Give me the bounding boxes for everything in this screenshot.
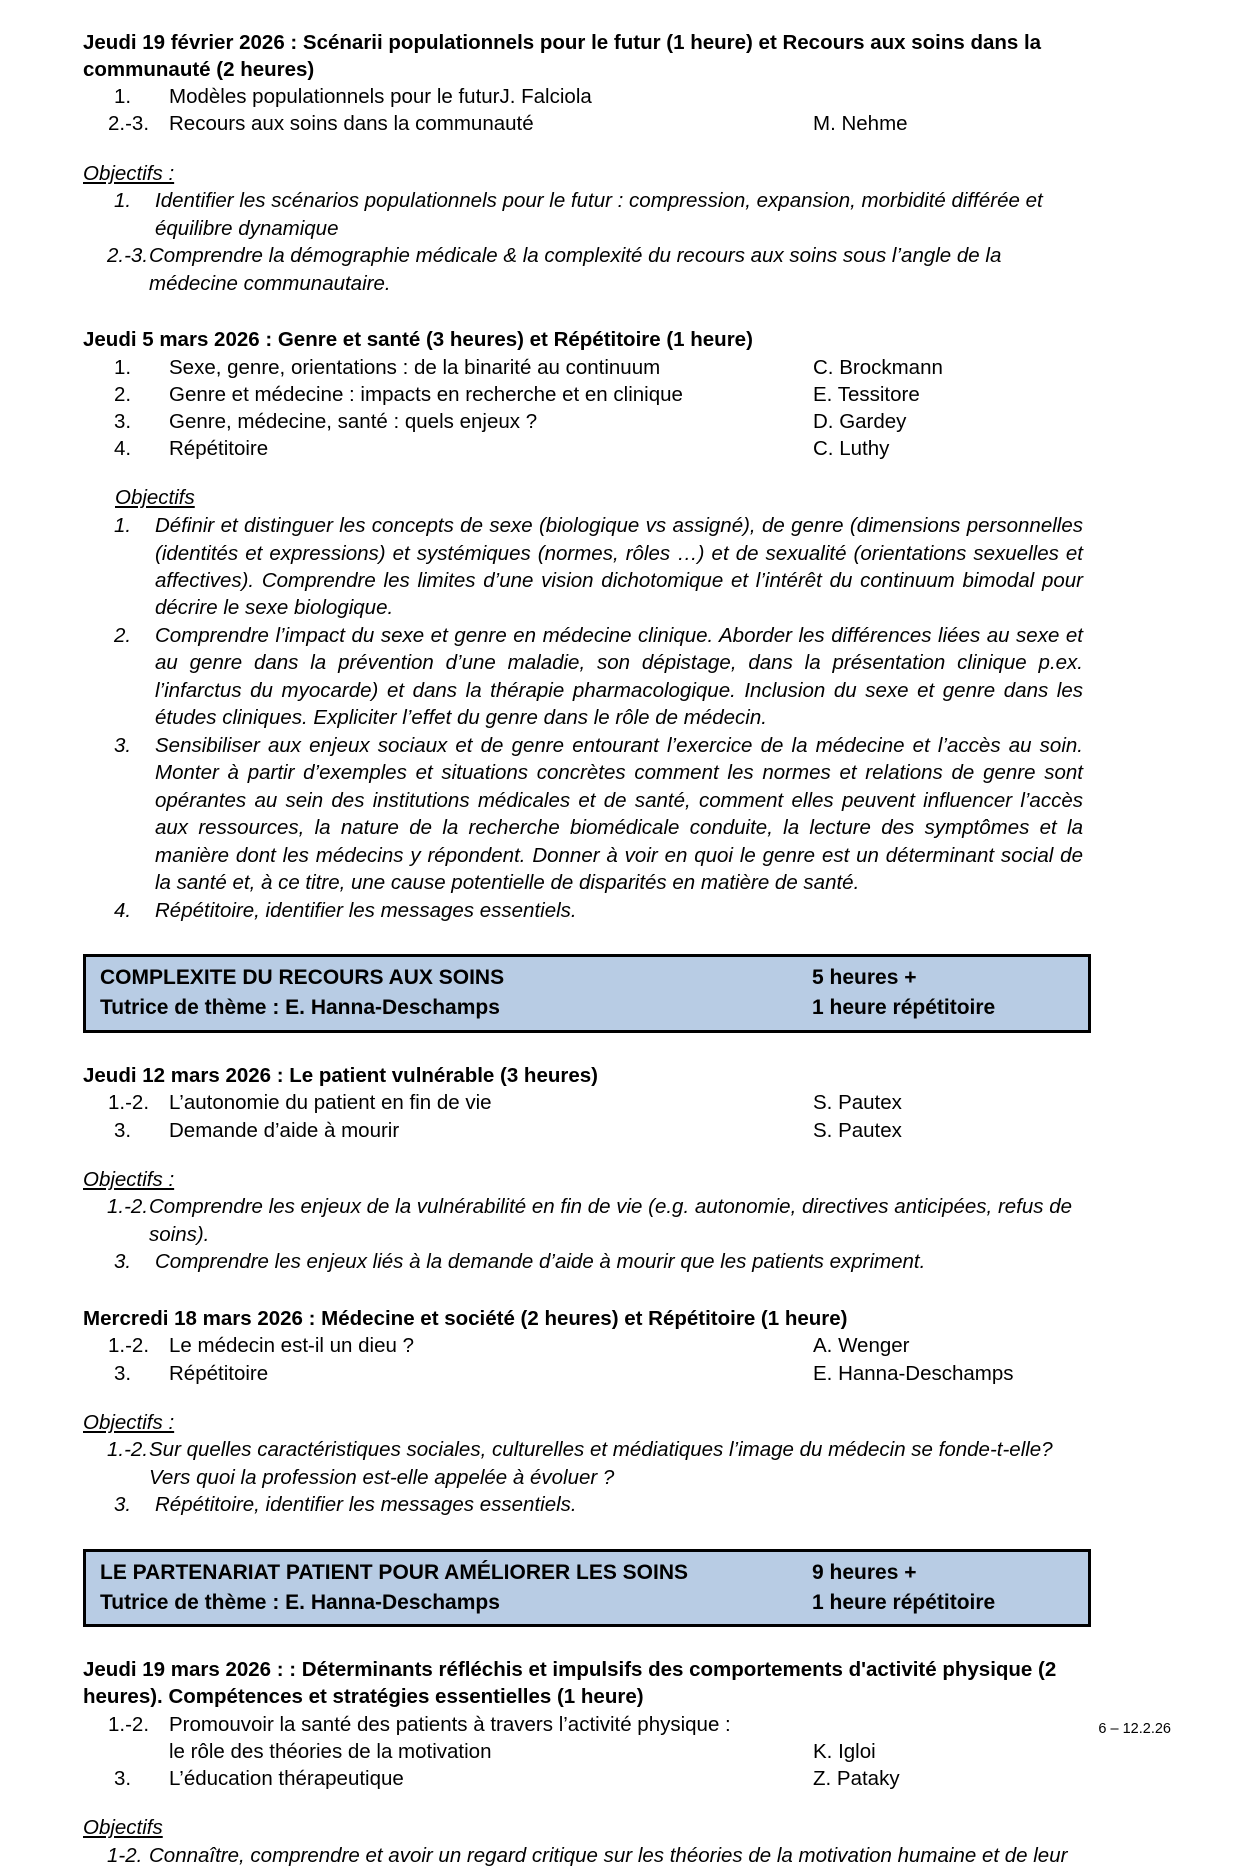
objective-row xyxy=(83,1842,1083,1869)
lecture-list xyxy=(83,1089,1083,1143)
objective-text: Comprendre l’impact du sexe et genre en médecine clinique. Aborder les différences liées au sexe et au genre dans la prévention d’une maladie, son dépistage, dans la présentation clinique p.ex. l’infarctus du myocarde) et dans la thérapie pharmacologique. Inclusion du sexe et genre dans les études cliniques. Expliciter l’effet du genre dans le rôle de médecin. xyxy=(155,623,1083,730)
objective-text: Identifier les scénarios populationnels pour le futur : compression, expansion, morbidité différée et équilibre dynamique xyxy=(155,189,1043,240)
lecture-subject: L’autonomie du patient en fin de vie xyxy=(169,1091,492,1115)
session-block-mars19 xyxy=(83,1657,1083,1869)
objective-number: 1-2. xyxy=(107,1843,143,1867)
lecture-number: 2. xyxy=(114,382,132,406)
theme-tutor: Tutrice de thème : E. Hanna-Deschamps xyxy=(100,995,500,1019)
lecture-row xyxy=(83,1117,1083,1144)
lecture-speaker: S. Pautex xyxy=(813,1118,902,1142)
theme-hours: 9 heures + xyxy=(812,1560,917,1584)
lecture-row xyxy=(83,435,1083,462)
lecture-speaker: E. Tessitore xyxy=(813,382,920,406)
objective-number: 3. xyxy=(114,733,132,757)
objective-text: Comprendre la démographie médicale & la complexité du recours aux soins sous l’angle de la médecine communautaire. xyxy=(149,244,1002,295)
lecture-speaker: A. Wenger xyxy=(813,1334,910,1358)
page-content xyxy=(83,30,1083,1869)
objective-row xyxy=(83,187,1083,242)
lecture-speaker: K. Igloi xyxy=(813,1739,876,1763)
objective-row xyxy=(83,242,1083,297)
lecture-number: 3. xyxy=(114,410,132,434)
lecture-number: 1.-2. xyxy=(108,1334,150,1358)
lecture-row xyxy=(83,1360,1083,1387)
objective-number: 3. xyxy=(114,1493,132,1517)
lecture-speaker: S. Pautex xyxy=(813,1091,902,1115)
objectives-heading: Objectifs : xyxy=(83,161,175,185)
session-block-mars5 xyxy=(83,327,1083,924)
objective-row xyxy=(83,1436,1083,1491)
lecture-number: 2.-3. xyxy=(108,112,150,136)
theme-title: LE PARTENARIAT PATIENT POUR AMÉLIORER LES SOINS xyxy=(100,1560,689,1584)
objective-number: 3. xyxy=(114,1250,132,1274)
lecture-speaker: D. Gardey xyxy=(813,410,907,434)
objective-text: Sensibiliser aux enjeux sociaux et de genre entourant l’exercice de la médecine et l’accès au soin. Monter à partir d’exemples et situations concrètes comment les normes et relations de genre sont opérantes au sein des institutions médicales et de santé, comment elles peuvent influencer l’accès aux ressources, la nature de la recherche biomédicale conduite, la lecture des symptômes et la manière dont les médecins y répondent. Donner à voir en quoi le genre est un déterminant social de la santé et, à ce titre, une cause potentielle de disparités en matière de santé. xyxy=(155,733,1083,895)
lecture-number: 1.-2. xyxy=(108,1712,150,1736)
theme-hours-repetitoire: 1 heure répétitoire xyxy=(812,995,996,1019)
objectives-heading: Objectifs : xyxy=(83,1167,175,1191)
session-title: Mercredi 18 mars 2026 : Médecine et société (2 heures) et Répétitoire (1 heure) xyxy=(83,1306,848,1330)
objective-text: Comprendre les enjeux liés à la demande d’aide à mourir que les patients expriment. xyxy=(155,1250,926,1274)
lecture-subject: Répétitoire xyxy=(169,437,269,461)
objective-row xyxy=(83,732,1083,897)
objective-text: Définir et distinguer les concepts de sexe (biologique vs assigné), de genre (dimensions personnelles (identités et expressions) et systémiques (normes, rôles …) et de sexualité (orientations sexuelles et affectives). Comprendre les limites d’une vision dichotomique et l’intérêt du continuum bimodal pour décrire le sexe biologique. xyxy=(155,514,1083,620)
objective-text: Sur quelles caractéristiques sociales, culturelles et médiatiques l’image du médecin se fonde-t-elle? Vers quoi la profession est-elle appelée à évoluer ? xyxy=(149,1438,1053,1489)
lecture-number: 1. xyxy=(114,85,132,109)
lecture-speaker: C. Luthy xyxy=(813,437,890,461)
theme-banner-complexite xyxy=(83,954,1091,1033)
lecture-number: 3. xyxy=(114,1361,132,1385)
lecture-number: 3. xyxy=(114,1767,132,1791)
lecture-subject: Le médecin est-il un dieu ? xyxy=(169,1334,415,1358)
objective-number: 1.-2. xyxy=(107,1195,149,1219)
lecture-speaker: Z. Pataky xyxy=(813,1767,900,1791)
objectives-heading: Objectifs : xyxy=(83,1410,175,1434)
theme-title: COMPLEXITE DU RECOURS AUX SOINS xyxy=(100,966,505,990)
objective-text: Connaître, comprendre et avoir un regard critique sur les théories de la motivation humaine et de leur xyxy=(149,1843,1068,1867)
lecture-speaker: E. Hanna-Deschamps xyxy=(813,1361,1014,1385)
objective-number: 1.-2. xyxy=(107,1438,149,1462)
lecture-row xyxy=(83,1332,1083,1359)
lecture-list xyxy=(83,1332,1083,1386)
objective-row xyxy=(83,512,1083,622)
lecture-row xyxy=(83,408,1083,435)
objective-number: 4. xyxy=(114,898,132,922)
theme-banner-partenariat xyxy=(83,1549,1091,1628)
page-footer: 6 – 12.2.26 xyxy=(1098,1720,1171,1737)
lecture-row xyxy=(83,381,1083,408)
session-block-fevrier19 xyxy=(83,30,1083,297)
lecture-row xyxy=(83,1765,1083,1792)
session-title: Jeudi 12 mars 2026 : Le patient vulnérable (3 heures) xyxy=(83,1063,598,1087)
objective-number: 1. xyxy=(114,189,132,213)
theme-hours-repetitoire: 1 heure répétitoire xyxy=(812,1590,996,1614)
session-title: Jeudi 19 février 2026 : Scénarii populationnels pour le futur (1 heure) et Recours aux soins dans la communauté (2 heures) xyxy=(83,31,1042,81)
lecture-subject: le rôle des théories de la motivation xyxy=(169,1739,492,1763)
objective-row xyxy=(83,897,1083,924)
lecture-list xyxy=(83,83,1083,137)
objective-row xyxy=(83,1491,1083,1518)
lecture-row xyxy=(83,83,1083,110)
lecture-subject: Sexe, genre, orientations : de la binarité au continuum xyxy=(169,355,661,379)
lecture-row xyxy=(83,1711,1083,1738)
lecture-row xyxy=(83,110,1083,137)
lecture-row xyxy=(83,1089,1083,1116)
lecture-speaker: M. Nehme xyxy=(813,112,908,136)
lecture-subject: Promouvoir la santé des patients à travers l’activité physique : xyxy=(169,1712,731,1736)
lecture-number: 4. xyxy=(114,437,132,461)
objectives-heading: Objectifs xyxy=(83,1816,163,1840)
lecture-subject: L’éducation thérapeutique xyxy=(169,1767,404,1791)
lecture-subject: Recours aux soins dans la communauté xyxy=(169,112,534,136)
objective-row xyxy=(83,1248,1083,1275)
objective-text: Répétitoire, identifier les messages essentiels. xyxy=(155,1493,577,1517)
session-block-mars12 xyxy=(83,1063,1083,1276)
lecture-subject: Répétitoire xyxy=(169,1361,269,1385)
theme-banner-row xyxy=(86,1588,1088,1618)
objective-number: 2.-3. xyxy=(107,244,149,268)
objective-row xyxy=(83,622,1083,732)
lecture-subject: Genre, médecine, santé : quels enjeux ? xyxy=(169,410,538,434)
lecture-number: 1.-2. xyxy=(108,1091,150,1115)
objective-row xyxy=(83,1193,1083,1248)
theme-banner-row xyxy=(86,963,1088,993)
lecture-subject: Genre et médecine : impacts en recherche et en clinique xyxy=(169,382,683,406)
session-block-mars18 xyxy=(83,1306,1083,1519)
theme-tutor: Tutrice de thème : E. Hanna-Deschamps xyxy=(100,1590,500,1614)
lecture-list xyxy=(83,1711,1083,1792)
objectives-heading: Objectifs xyxy=(115,486,195,510)
session-title: Jeudi 19 mars 2026 : : Déterminants réfléchis et impulsifs des comportements d'activité physique (2 heures). Compétences et stratégies essentielles (1 heure) xyxy=(83,1658,1057,1709)
objective-number: 2. xyxy=(114,623,132,647)
lecture-row xyxy=(83,354,1083,381)
lecture-speaker: C. Brockmann xyxy=(813,355,943,379)
lecture-subject: Demande d’aide à mourir xyxy=(169,1118,400,1142)
lecture-number: 1. xyxy=(114,355,132,379)
theme-banner-row xyxy=(86,993,1088,1023)
lecture-row xyxy=(83,1738,1083,1765)
theme-hours: 5 heures + xyxy=(812,966,917,990)
lecture-number: 3. xyxy=(114,1118,132,1142)
objective-text: Répétitoire, identifier les messages essentiels. xyxy=(155,898,577,922)
theme-banner-row xyxy=(86,1558,1088,1588)
objective-text: Comprendre les enjeux de la vulnérabilité en fin de vie (e.g. autonomie, directives anticipées, refus de soins). xyxy=(149,1195,1073,1246)
objective-number: 1. xyxy=(114,514,132,538)
session-title: Jeudi 5 mars 2026 : Genre et santé (3 heures) et Répétitoire (1 heure) xyxy=(83,328,753,352)
lecture-subject: Modèles populationnels pour le futurJ. Falciola xyxy=(169,85,592,109)
lecture-list xyxy=(83,354,1083,463)
